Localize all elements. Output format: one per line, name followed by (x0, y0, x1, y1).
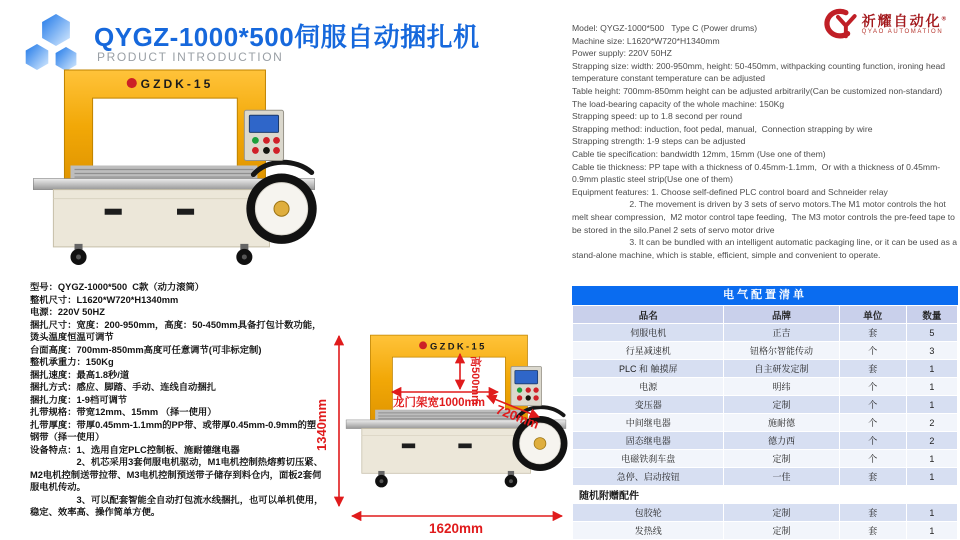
cell-brand: 明纬 (724, 378, 838, 395)
cell-unit: 个 (840, 396, 906, 413)
spec-line: The load-bearing capacity of the whole machine: 150Kg (572, 98, 785, 109)
spec-line: 整机尺寸：L1620*W720*H1340mm (30, 294, 179, 305)
spec-line: 整机承重力：150Kg (30, 357, 114, 367)
page-subtitle: PRODUCT INTRODUCTION (97, 50, 284, 64)
cell-unit: 个 (840, 414, 906, 431)
machine-photo (28, 66, 320, 267)
table-row (573, 414, 957, 431)
dimension-label-depth: 720mm (493, 401, 542, 432)
spec-line: Table height: 700mm-850mm height can be adjusted arbitrarily(Can be customized non-standard) (572, 85, 943, 96)
table-row (573, 396, 957, 413)
cell-unit: 套 (840, 468, 906, 485)
table-row (573, 450, 957, 467)
cell-qty: 3 (907, 342, 957, 359)
spec-line: 3、可以配套智能全自动打包流水线捆扎，也可以单机使用，稳定、效率高、操作简单方便。 (30, 494, 324, 517)
spec-line: 扎带规格：带宽12mm、15mm （择一使用） (30, 407, 217, 417)
company-name: 祈耀自动化® (861, 12, 948, 29)
cell-item: 行星减速机 (573, 342, 723, 359)
cell-brand: 正吉 (724, 324, 838, 341)
cell-item: 包胶轮 (573, 504, 723, 521)
cell-brand: 德力西 (724, 432, 838, 449)
spec-line: 2、机芯采用3套伺服电机驱动，M1电机控制热熔剪切压紧、M2电机控制送带拉带、M3电机控制预送带子储存到料仓内，面板2套伺服电机传动。 (30, 457, 323, 492)
english-spec-list (572, 22, 960, 261)
chinese-spec-list (30, 281, 324, 519)
spec-line: 设备特点：1、选用自定PLC控制板、施耐德继电器 (30, 444, 240, 455)
cell-qty: 2 (907, 414, 957, 431)
table-title: 电气配置清单 (572, 286, 958, 305)
cell-qty: 1 (907, 360, 957, 377)
table-row (573, 522, 957, 539)
cell-unit: 个 (840, 378, 906, 395)
section-header: 随机附赠配件 (573, 486, 957, 503)
cell-unit: 个 (840, 432, 906, 449)
dimension-label-width: 1620mm (428, 521, 484, 536)
registered-mark: ® (941, 15, 948, 22)
dimension-figure (306, 330, 568, 538)
column-header: 数量 (907, 306, 957, 323)
spec-line: Strapping strength: 1-9 steps can be adjusted (572, 136, 746, 147)
cell-brand: 定制 (724, 504, 838, 521)
cell-qty: 1 (907, 468, 957, 485)
spec-line: Power supply: 220V 50HZ (572, 48, 672, 59)
table-row (573, 360, 957, 377)
column-header: 品名 (573, 306, 723, 323)
spec-line: 捆扎力度：1-9档可调节 (30, 394, 128, 405)
spec-line: 捆扎速度：最高1.8秒/道 (30, 369, 130, 380)
table-row (573, 342, 957, 359)
spec-line: Cable tie specification: bandwidth 12mm, 15mm (Use one of them) (572, 148, 826, 159)
dimension-overlay (306, 330, 568, 538)
spec-line: Strapping speed: up to 1.8 second per round (572, 111, 743, 122)
spec-line: 捆扎尺寸：宽度：200-950mm，高度：50-450mm具备打包计数功能，烫头温度恒温可调节 (30, 319, 322, 342)
spec-line: Strapping method: induction, foot pedal, manual, Connection strapping by wire (572, 123, 873, 134)
cell-brand: 施耐德 (724, 414, 838, 431)
spec-line: Strapping size: width: 200-950mm, height: 50-450mm, withpacking counting function, ironing head temperature constant temperature can be adjusted (572, 60, 948, 84)
spec-line: 2. The movement is driven by 3 sets of servo motors.The M1 motor controls the hot melt shear compression, M2 motor control tape feeding, The M3 motor controls the pre-feed tape to be stored in the silo.Panel 2 sets of servo motor drive (572, 199, 958, 235)
cell-qty: 1 (907, 522, 957, 539)
spec-line: 台面高度：700mm-850mm高度可任意调节(可非标定制) (30, 344, 262, 355)
cell-item: 急停、启动按钮 (573, 468, 723, 485)
spec-line: 捆扎方式：感应、脚踏、手动、连线自动捆扎 (30, 382, 216, 392)
cell-item: 中间继电器 (573, 414, 723, 431)
dimension-label-arch-width: 龙门架宽1000mm (392, 397, 486, 409)
cell-qty: 2 (907, 432, 957, 449)
cell-item: PLC 和 触摸屏 (573, 360, 723, 377)
cell-brand: 定制 (724, 522, 838, 539)
table-row (573, 432, 957, 449)
cell-unit: 个 (840, 450, 906, 467)
cell-brand: 一佳 (724, 468, 838, 485)
cell-unit: 套 (840, 504, 906, 521)
cell-qty: 1 (907, 450, 957, 467)
cell-unit: 套 (840, 324, 906, 341)
cell-brand: 定制 (724, 450, 838, 467)
cell-brand: 定制 (724, 396, 838, 413)
table-row (573, 468, 957, 485)
spec-line: 电源：220V 50HZ (30, 307, 105, 317)
spec-line: Model: QYGZ-1000*500 Type C (Power drums) (572, 23, 758, 33)
cell-unit: 个 (840, 342, 906, 359)
cell-qty: 5 (907, 324, 957, 341)
column-header: 单位 (840, 306, 906, 323)
dimension-label-arch-height: 高500mm (469, 356, 481, 405)
table-section-row (573, 486, 957, 503)
spec-line: Machine size: L1620*W720*H1340mm (572, 35, 720, 46)
table-header-row (573, 306, 957, 323)
cell-brand: 自主研发定制 (724, 360, 838, 377)
spec-line: 扎带厚度：带厚0.45mm-1.1mm的PP带、或带厚0.45mm-0.9mm的塑钢带（择一使用） (30, 419, 317, 442)
cell-item: 变压器 (573, 396, 723, 413)
company-name-en: QYAO AUTOMATION (861, 28, 944, 35)
cell-unit: 套 (840, 522, 906, 539)
cell-brand: 钮格尔智能传动 (724, 342, 838, 359)
cell-item: 固态继电器 (573, 432, 723, 449)
cell-item: 电源 (573, 378, 723, 395)
table-row (573, 378, 957, 395)
column-header: 品牌 (724, 306, 838, 323)
page-title: QYGZ-1000*500伺服自动捆扎机 (94, 22, 480, 52)
cell-qty: 1 (907, 396, 957, 413)
dimension-label-height: 1340mm (314, 398, 329, 452)
spec-line: Cable tie thickness: PP tape with a thickness of 0.45mm-1.1mm, Or with a thickness of 0.45mm-0.9mm plastic steel strip(Use one of them) (572, 161, 941, 185)
spec-line: Equipment features: 1. Choose self-defined PLC control board and Schneider relay (572, 186, 888, 197)
electrical-config-table (572, 286, 958, 540)
cell-qty: 1 (907, 504, 957, 521)
spec-line: 3. It can be bundled with an intelligent automatic packaging line, or it can be used as a stand-alone machine, which is stable, efficient, simple and convenient to operate. (572, 237, 960, 260)
table-row (573, 504, 957, 521)
table-row (573, 324, 957, 341)
spec-line: 型号：QYGZ-1000*500 C款（动力滚筒） (30, 282, 205, 292)
cell-qty: 1 (907, 378, 957, 395)
cell-item: 伺服电机 (573, 324, 723, 341)
cell-item: 电磁铁刹车盘 (573, 450, 723, 467)
cell-item: 发热线 (573, 522, 723, 539)
cell-unit: 套 (840, 360, 906, 377)
